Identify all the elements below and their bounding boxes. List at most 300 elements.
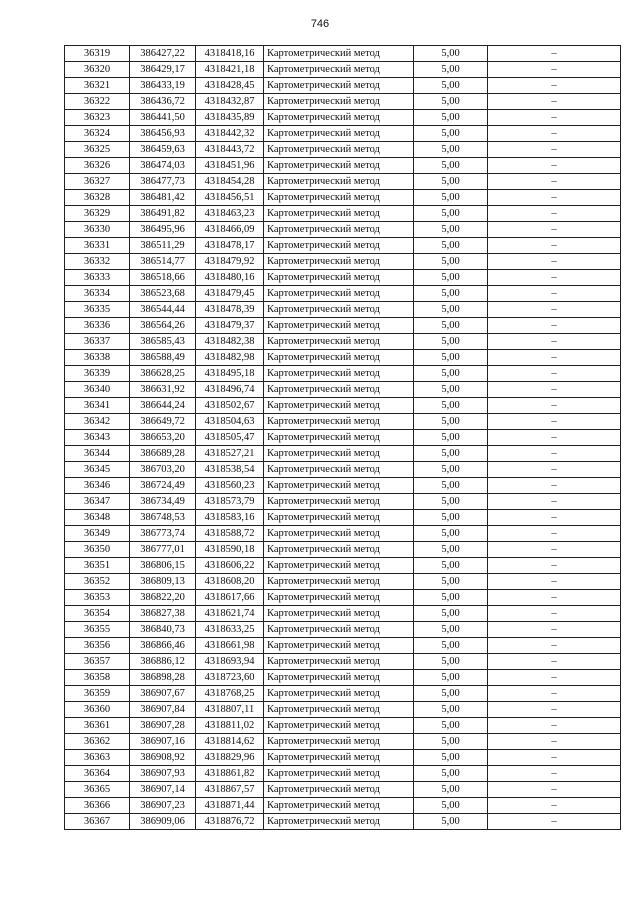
table-row xyxy=(65,334,621,350)
table-row xyxy=(65,302,621,318)
page-number: 746 xyxy=(310,18,330,30)
note-cell: – xyxy=(488,158,621,174)
note-cell: – xyxy=(488,622,621,638)
x-coordinate-cell: 386909,06 xyxy=(130,814,196,830)
x-coordinate-cell: 386907,23 xyxy=(130,798,196,814)
point-number-cell: 36343 xyxy=(65,430,130,446)
method-cell: Картометрический метод xyxy=(264,190,414,206)
accuracy-cell: 5,00 xyxy=(414,510,488,526)
method-cell: Картометрический метод xyxy=(264,654,414,670)
table-row xyxy=(65,654,621,670)
x-coordinate-cell: 386840,73 xyxy=(130,622,196,638)
note-cell: – xyxy=(488,350,621,366)
x-coordinate-cell: 386907,28 xyxy=(130,718,196,734)
note-cell: – xyxy=(488,782,621,798)
y-coordinate-cell: 4318876,72 xyxy=(196,814,264,830)
method-cell: Картометрический метод xyxy=(264,222,414,238)
x-coordinate-cell: 386748,53 xyxy=(130,510,196,526)
x-coordinate-cell: 386649,72 xyxy=(130,414,196,430)
y-coordinate-cell: 4318583,16 xyxy=(196,510,264,526)
accuracy-cell: 5,00 xyxy=(414,190,488,206)
accuracy-cell: 5,00 xyxy=(414,430,488,446)
method-cell: Картометрический метод xyxy=(264,526,414,542)
note-cell: – xyxy=(488,670,621,686)
table-row xyxy=(65,814,621,830)
point-number-cell: 36332 xyxy=(65,254,130,270)
x-coordinate-cell: 386459,63 xyxy=(130,142,196,158)
accuracy-cell: 5,00 xyxy=(414,526,488,542)
table-row xyxy=(65,750,621,766)
method-cell: Картометрический метод xyxy=(264,494,414,510)
accuracy-cell: 5,00 xyxy=(414,334,488,350)
point-number-cell: 36334 xyxy=(65,286,130,302)
note-cell: – xyxy=(488,62,621,78)
note-cell: – xyxy=(488,46,621,62)
x-coordinate-cell: 386806,15 xyxy=(130,558,196,574)
method-cell: Картометрический метод xyxy=(264,462,414,478)
y-coordinate-cell: 4318479,92 xyxy=(196,254,264,270)
x-coordinate-cell: 386777,01 xyxy=(130,542,196,558)
x-coordinate-cell: 386631,92 xyxy=(130,382,196,398)
table-row xyxy=(65,254,621,270)
table-row xyxy=(65,462,621,478)
method-cell: Картометрический метод xyxy=(264,750,414,766)
table-row xyxy=(65,238,621,254)
point-number-cell: 36367 xyxy=(65,814,130,830)
method-cell: Картометрический метод xyxy=(264,366,414,382)
x-coordinate-cell: 386436,72 xyxy=(130,94,196,110)
method-cell: Картометрический метод xyxy=(264,254,414,270)
y-coordinate-cell: 4318871,44 xyxy=(196,798,264,814)
table-row xyxy=(65,510,621,526)
point-number-cell: 36323 xyxy=(65,110,130,126)
x-coordinate-cell: 386822,20 xyxy=(130,590,196,606)
accuracy-cell: 5,00 xyxy=(414,302,488,318)
method-cell: Картометрический метод xyxy=(264,174,414,190)
note-cell: – xyxy=(488,238,621,254)
point-number-cell: 36345 xyxy=(65,462,130,478)
table-row xyxy=(65,558,621,574)
point-number-cell: 36360 xyxy=(65,702,130,718)
table-row xyxy=(65,478,621,494)
method-cell: Картометрический метод xyxy=(264,46,414,62)
accuracy-cell: 5,00 xyxy=(414,382,488,398)
accuracy-cell: 5,00 xyxy=(414,590,488,606)
point-number-cell: 36333 xyxy=(65,270,130,286)
x-coordinate-cell: 386703,20 xyxy=(130,462,196,478)
y-coordinate-cell: 4318435,89 xyxy=(196,110,264,126)
y-coordinate-cell: 4318633,25 xyxy=(196,622,264,638)
y-coordinate-cell: 4318479,37 xyxy=(196,318,264,334)
point-number-cell: 36365 xyxy=(65,782,130,798)
method-cell: Картометрический метод xyxy=(264,542,414,558)
method-cell: Картометрический метод xyxy=(264,78,414,94)
note-cell: – xyxy=(488,414,621,430)
table-row xyxy=(65,190,621,206)
note-cell: – xyxy=(488,702,621,718)
y-coordinate-cell: 4318428,45 xyxy=(196,78,264,94)
x-coordinate-cell: 386427,22 xyxy=(130,46,196,62)
accuracy-cell: 5,00 xyxy=(414,270,488,286)
y-coordinate-cell: 4318768,25 xyxy=(196,686,264,702)
note-cell: – xyxy=(488,606,621,622)
accuracy-cell: 5,00 xyxy=(414,174,488,190)
point-number-cell: 36322 xyxy=(65,94,130,110)
point-number-cell: 36359 xyxy=(65,686,130,702)
y-coordinate-cell: 4318588,72 xyxy=(196,526,264,542)
y-coordinate-cell: 4318723,60 xyxy=(196,670,264,686)
note-cell: – xyxy=(488,286,621,302)
method-cell: Картометрический метод xyxy=(264,62,414,78)
table-row xyxy=(65,702,621,718)
x-coordinate-cell: 386898,28 xyxy=(130,670,196,686)
note-cell: – xyxy=(488,734,621,750)
y-coordinate-cell: 4318478,17 xyxy=(196,238,264,254)
note-cell: – xyxy=(488,318,621,334)
y-coordinate-cell: 4318861,82 xyxy=(196,766,264,782)
note-cell: – xyxy=(488,94,621,110)
point-number-cell: 36364 xyxy=(65,766,130,782)
y-coordinate-cell: 4318451,96 xyxy=(196,158,264,174)
accuracy-cell: 5,00 xyxy=(414,318,488,334)
x-coordinate-cell: 386907,67 xyxy=(130,686,196,702)
method-cell: Картометрический метод xyxy=(264,94,414,110)
table-row xyxy=(65,126,621,142)
accuracy-cell: 5,00 xyxy=(414,206,488,222)
x-coordinate-cell: 386523,68 xyxy=(130,286,196,302)
method-cell: Картометрический метод xyxy=(264,398,414,414)
method-cell: Картометрический метод xyxy=(264,142,414,158)
method-cell: Картометрический метод xyxy=(264,206,414,222)
point-number-cell: 36352 xyxy=(65,574,130,590)
point-number-cell: 36347 xyxy=(65,494,130,510)
y-coordinate-cell: 4318814,62 xyxy=(196,734,264,750)
note-cell: – xyxy=(488,494,621,510)
method-cell: Картометрический метод xyxy=(264,702,414,718)
note-cell: – xyxy=(488,190,621,206)
note-cell: – xyxy=(488,638,621,654)
x-coordinate-cell: 386907,16 xyxy=(130,734,196,750)
accuracy-cell: 5,00 xyxy=(414,78,488,94)
accuracy-cell: 5,00 xyxy=(414,126,488,142)
table-row xyxy=(65,606,621,622)
y-coordinate-cell: 4318482,98 xyxy=(196,350,264,366)
method-cell: Картометрический метод xyxy=(264,766,414,782)
method-cell: Картометрический метод xyxy=(264,670,414,686)
x-coordinate-cell: 386514,77 xyxy=(130,254,196,270)
table-row xyxy=(65,286,621,302)
y-coordinate-cell: 4318867,57 xyxy=(196,782,264,798)
accuracy-cell: 5,00 xyxy=(414,62,488,78)
x-coordinate-cell: 386441,50 xyxy=(130,110,196,126)
method-cell: Картометрический метод xyxy=(264,334,414,350)
x-coordinate-cell: 386886,12 xyxy=(130,654,196,670)
accuracy-cell: 5,00 xyxy=(414,766,488,782)
y-coordinate-cell: 4318693,94 xyxy=(196,654,264,670)
y-coordinate-cell: 4318466,09 xyxy=(196,222,264,238)
method-cell: Картометрический метод xyxy=(264,302,414,318)
x-coordinate-cell: 386495,96 xyxy=(130,222,196,238)
x-coordinate-cell: 386724,49 xyxy=(130,478,196,494)
y-coordinate-cell: 4318621,74 xyxy=(196,606,264,622)
accuracy-cell: 5,00 xyxy=(414,398,488,414)
accuracy-cell: 5,00 xyxy=(414,414,488,430)
note-cell: – xyxy=(488,526,621,542)
note-cell: – xyxy=(488,110,621,126)
x-coordinate-cell: 386809,13 xyxy=(130,574,196,590)
note-cell: – xyxy=(488,542,621,558)
note-cell: – xyxy=(488,574,621,590)
point-number-cell: 36328 xyxy=(65,190,130,206)
table-row xyxy=(65,78,621,94)
table-row xyxy=(65,718,621,734)
x-coordinate-cell: 386456,93 xyxy=(130,126,196,142)
x-coordinate-cell: 386734,49 xyxy=(130,494,196,510)
note-cell: – xyxy=(488,366,621,382)
table-row xyxy=(65,574,621,590)
table-row xyxy=(65,206,621,222)
table-row xyxy=(65,46,621,62)
accuracy-cell: 5,00 xyxy=(414,542,488,558)
point-number-cell: 36320 xyxy=(65,62,130,78)
method-cell: Картометрический метод xyxy=(264,126,414,142)
accuracy-cell: 5,00 xyxy=(414,558,488,574)
note-cell: – xyxy=(488,270,621,286)
table-row xyxy=(65,318,621,334)
note-cell: – xyxy=(488,174,621,190)
point-number-cell: 36324 xyxy=(65,126,130,142)
y-coordinate-cell: 4318807,11 xyxy=(196,702,264,718)
method-cell: Картометрический метод xyxy=(264,270,414,286)
table-row xyxy=(65,526,621,542)
x-coordinate-cell: 386474,03 xyxy=(130,158,196,174)
point-number-cell: 36346 xyxy=(65,478,130,494)
y-coordinate-cell: 4318573,79 xyxy=(196,494,264,510)
x-coordinate-cell: 386628,25 xyxy=(130,366,196,382)
accuracy-cell: 5,00 xyxy=(414,622,488,638)
x-coordinate-cell: 386907,93 xyxy=(130,766,196,782)
point-number-cell: 36351 xyxy=(65,558,130,574)
y-coordinate-cell: 4318495,18 xyxy=(196,366,264,382)
accuracy-cell: 5,00 xyxy=(414,654,488,670)
point-number-cell: 36344 xyxy=(65,446,130,462)
note-cell: – xyxy=(488,254,621,270)
note-cell: – xyxy=(488,382,621,398)
accuracy-cell: 5,00 xyxy=(414,702,488,718)
table-row xyxy=(65,62,621,78)
point-number-cell: 36337 xyxy=(65,334,130,350)
table-row xyxy=(65,142,621,158)
y-coordinate-cell: 4318606,22 xyxy=(196,558,264,574)
x-coordinate-cell: 386544,44 xyxy=(130,302,196,318)
point-number-cell: 36321 xyxy=(65,78,130,94)
accuracy-cell: 5,00 xyxy=(414,462,488,478)
table-row xyxy=(65,398,621,414)
point-number-cell: 36325 xyxy=(65,142,130,158)
accuracy-cell: 5,00 xyxy=(414,110,488,126)
accuracy-cell: 5,00 xyxy=(414,638,488,654)
point-number-cell: 36354 xyxy=(65,606,130,622)
y-coordinate-cell: 4318811,02 xyxy=(196,718,264,734)
x-coordinate-cell: 386477,73 xyxy=(130,174,196,190)
point-number-cell: 36357 xyxy=(65,654,130,670)
point-number-cell: 36339 xyxy=(65,366,130,382)
accuracy-cell: 5,00 xyxy=(414,158,488,174)
note-cell: – xyxy=(488,750,621,766)
note-cell: – xyxy=(488,686,621,702)
table-row xyxy=(65,766,621,782)
x-coordinate-cell: 386491,82 xyxy=(130,206,196,222)
accuracy-cell: 5,00 xyxy=(414,142,488,158)
note-cell: – xyxy=(488,222,621,238)
method-cell: Картометрический метод xyxy=(264,414,414,430)
accuracy-cell: 5,00 xyxy=(414,798,488,814)
note-cell: – xyxy=(488,654,621,670)
table-row xyxy=(65,222,621,238)
accuracy-cell: 5,00 xyxy=(414,606,488,622)
method-cell: Картометрический метод xyxy=(264,558,414,574)
point-number-cell: 36329 xyxy=(65,206,130,222)
note-cell: – xyxy=(488,142,621,158)
method-cell: Картометрический метод xyxy=(264,798,414,814)
method-cell: Картометрический метод xyxy=(264,478,414,494)
x-coordinate-cell: 386518,66 xyxy=(130,270,196,286)
x-coordinate-cell: 386585,43 xyxy=(130,334,196,350)
method-cell: Картометрический метод xyxy=(264,350,414,366)
y-coordinate-cell: 4318454,28 xyxy=(196,174,264,190)
table-row xyxy=(65,366,621,382)
point-number-cell: 36350 xyxy=(65,542,130,558)
table-row xyxy=(65,494,621,510)
note-cell: – xyxy=(488,126,621,142)
method-cell: Картометрический метод xyxy=(264,430,414,446)
method-cell: Картометрический метод xyxy=(264,622,414,638)
x-coordinate-cell: 386689,28 xyxy=(130,446,196,462)
x-coordinate-cell: 386588,49 xyxy=(130,350,196,366)
point-number-cell: 36335 xyxy=(65,302,130,318)
table-row xyxy=(65,110,621,126)
note-cell: – xyxy=(488,590,621,606)
method-cell: Картометрический метод xyxy=(264,718,414,734)
accuracy-cell: 5,00 xyxy=(414,670,488,686)
accuracy-cell: 5,00 xyxy=(414,94,488,110)
note-cell: – xyxy=(488,446,621,462)
table-row xyxy=(65,350,621,366)
table-row xyxy=(65,782,621,798)
method-cell: Картометрический метод xyxy=(264,382,414,398)
note-cell: – xyxy=(488,398,621,414)
y-coordinate-cell: 4318496,74 xyxy=(196,382,264,398)
point-number-cell: 36348 xyxy=(65,510,130,526)
y-coordinate-cell: 4318479,45 xyxy=(196,286,264,302)
point-number-cell: 36349 xyxy=(65,526,130,542)
y-coordinate-cell: 4318421,18 xyxy=(196,62,264,78)
note-cell: – xyxy=(488,510,621,526)
point-number-cell: 36362 xyxy=(65,734,130,750)
note-cell: – xyxy=(488,302,621,318)
y-coordinate-cell: 4318443,72 xyxy=(196,142,264,158)
x-coordinate-cell: 386907,14 xyxy=(130,782,196,798)
method-cell: Картометрический метод xyxy=(264,638,414,654)
table-row xyxy=(65,174,621,190)
x-coordinate-cell: 386481,42 xyxy=(130,190,196,206)
point-number-cell: 36353 xyxy=(65,590,130,606)
table-row xyxy=(65,590,621,606)
method-cell: Картометрический метод xyxy=(264,606,414,622)
accuracy-cell: 5,00 xyxy=(414,750,488,766)
method-cell: Картометрический метод xyxy=(264,734,414,750)
accuracy-cell: 5,00 xyxy=(414,222,488,238)
accuracy-cell: 5,00 xyxy=(414,718,488,734)
accuracy-cell: 5,00 xyxy=(414,478,488,494)
method-cell: Картометрический метод xyxy=(264,574,414,590)
accuracy-cell: 5,00 xyxy=(414,238,488,254)
y-coordinate-cell: 4318432,87 xyxy=(196,94,264,110)
point-number-cell: 36319 xyxy=(65,46,130,62)
coordinates-table xyxy=(64,45,621,830)
accuracy-cell: 5,00 xyxy=(414,446,488,462)
table-row xyxy=(65,414,621,430)
x-coordinate-cell: 386908,92 xyxy=(130,750,196,766)
method-cell: Картометрический метод xyxy=(264,782,414,798)
table-row xyxy=(65,542,621,558)
y-coordinate-cell: 4318661,98 xyxy=(196,638,264,654)
note-cell: – xyxy=(488,558,621,574)
y-coordinate-cell: 4318560,23 xyxy=(196,478,264,494)
y-coordinate-cell: 4318442,32 xyxy=(196,126,264,142)
method-cell: Картометрический метод xyxy=(264,110,414,126)
method-cell: Картометрический метод xyxy=(264,814,414,830)
method-cell: Картометрический метод xyxy=(264,158,414,174)
point-number-cell: 36341 xyxy=(65,398,130,414)
point-number-cell: 36327 xyxy=(65,174,130,190)
note-cell: – xyxy=(488,462,621,478)
x-coordinate-cell: 386653,20 xyxy=(130,430,196,446)
y-coordinate-cell: 4318527,21 xyxy=(196,446,264,462)
method-cell: Картометрический метод xyxy=(264,286,414,302)
point-number-cell: 36330 xyxy=(65,222,130,238)
accuracy-cell: 5,00 xyxy=(414,782,488,798)
accuracy-cell: 5,00 xyxy=(414,814,488,830)
y-coordinate-cell: 4318456,51 xyxy=(196,190,264,206)
x-coordinate-cell: 386907,84 xyxy=(130,702,196,718)
x-coordinate-cell: 386827,38 xyxy=(130,606,196,622)
accuracy-cell: 5,00 xyxy=(414,286,488,302)
accuracy-cell: 5,00 xyxy=(414,574,488,590)
point-number-cell: 36331 xyxy=(65,238,130,254)
note-cell: – xyxy=(488,430,621,446)
table-row xyxy=(65,382,621,398)
note-cell: – xyxy=(488,206,621,222)
table-row xyxy=(65,686,621,702)
x-coordinate-cell: 386433,19 xyxy=(130,78,196,94)
table-row xyxy=(65,734,621,750)
point-number-cell: 36363 xyxy=(65,750,130,766)
x-coordinate-cell: 386773,74 xyxy=(130,526,196,542)
note-cell: – xyxy=(488,814,621,830)
point-number-cell: 36336 xyxy=(65,318,130,334)
accuracy-cell: 5,00 xyxy=(414,254,488,270)
x-coordinate-cell: 386429,17 xyxy=(130,62,196,78)
point-number-cell: 36340 xyxy=(65,382,130,398)
note-cell: – xyxy=(488,718,621,734)
table-row xyxy=(65,798,621,814)
note-cell: – xyxy=(488,766,621,782)
note-cell: – xyxy=(488,78,621,94)
point-number-cell: 36366 xyxy=(65,798,130,814)
point-number-cell: 36358 xyxy=(65,670,130,686)
method-cell: Картометрический метод xyxy=(264,686,414,702)
